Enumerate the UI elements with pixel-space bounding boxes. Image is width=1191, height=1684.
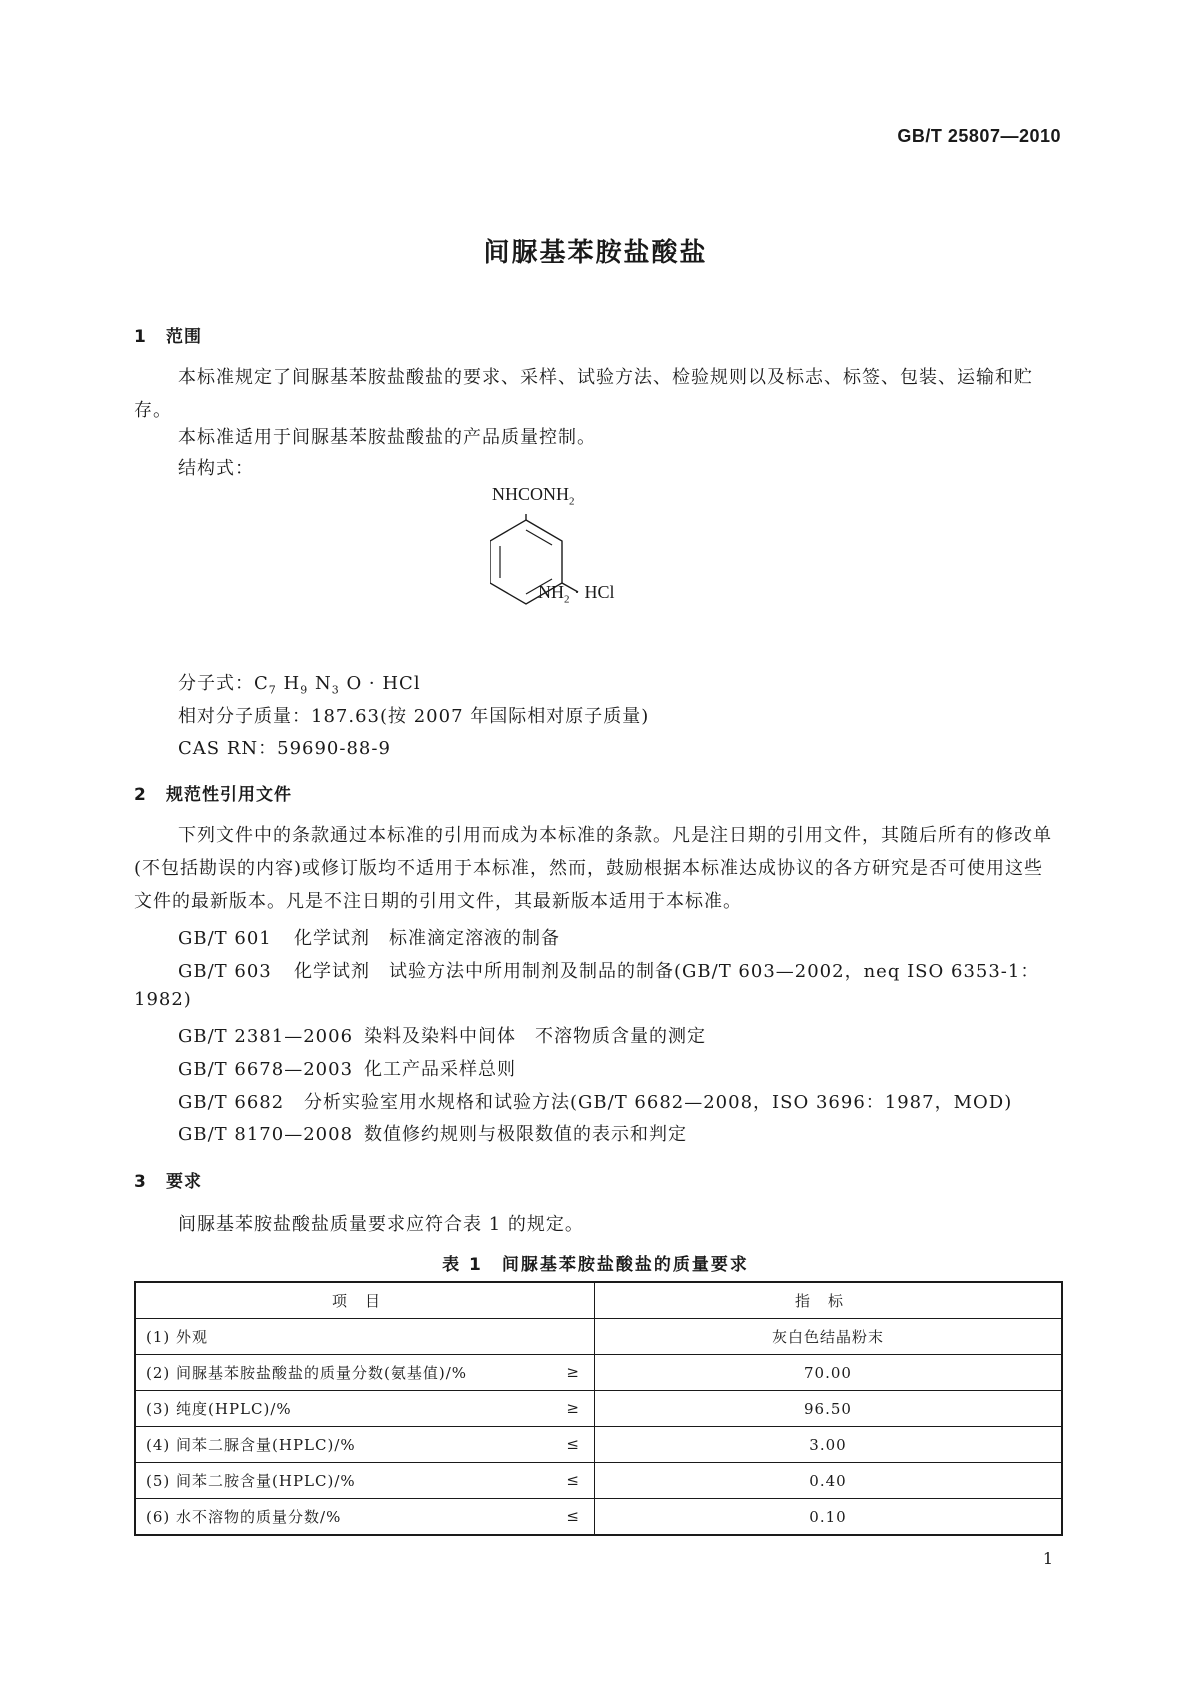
section-title: 要求 [166,1172,202,1192]
structural-formula [490,484,730,654]
quality-requirements-table [134,1281,1063,1536]
section-number: 1 [134,327,147,347]
section-number: 2 [134,785,147,805]
section-title: 范围 [166,327,202,347]
reference-item: GB/T 6682 分析实验室用水规格和试验方法(GB/T 6682—2008，ISO 3696：1987，MOD) [178,1092,1013,1113]
page-title: 间脲基苯胺盐酸盐 [483,238,708,268]
doc-number: GB/T 25807—2010 [897,126,1061,146]
structure-label: 结构式： [178,458,254,479]
section-3-heading [134,1167,202,1192]
molecular-mass: 相对分子质量：187.63(按 2007 年国际相对原子质量) [178,706,650,727]
section-number: 3 [134,1172,147,1192]
reference-item: GB/T 601 化学试剂 标准滴定溶液的制备 [178,928,560,949]
table-row: (4) 间苯二脲含量(HPLC)/% ≤ 3.00 [135,1427,1062,1463]
structure-bottom-group: $NH_2$ · HCl [538,582,615,606]
scope-paragraph-1: 本标准规定了间脲基苯胺盐酸盐的要求、采样、试验方法、检验规则以及标志、标签、包装、运输和贮存。 [134,367,1033,421]
table-row: (6) 水不溶物的质量分数/% ≤ 0.10 [135,1499,1062,1536]
table-row: (3) 纯度(HPLC)/% ≥ 96.50 [135,1391,1062,1427]
table-row: (2) 间脲基苯胺盐酸盐的质量分数(氨基值)/% ≥ 70.00 [135,1355,1062,1391]
reference-item-continued: 1982) [134,989,192,1010]
table-row: (1) 外观 灰白色结晶粉末 [135,1319,1062,1355]
section-2-heading [134,780,292,805]
cas-number: CAS RN：59690-88-9 [178,738,391,759]
molecular-formula: 分子式：$C_7$ $H_9$ $N_3$ O · HCl [178,673,421,697]
requirements-paragraph: 间脲基苯胺盐酸盐质量要求应符合表 1 的规定。 [178,1214,584,1235]
structure-top-group: $NHCONH_2$ [492,484,575,508]
reference-item: GB/T 2381—2006 染料及染料中间体 不溶物质含量的测定 [178,1026,706,1047]
column-header-value: 指标 [595,1282,1063,1319]
scope-paragraph-2: 本标准适用于间脲基苯胺盐酸盐的产品质量控制。 [178,427,596,448]
reference-item: GB/T 6678—2003 化工产品采样总则 [178,1059,516,1080]
section-1-heading [134,322,202,347]
references-intro: 下列文件中的条款通过本标准的引用而成为本标准的条款。凡是注日期的引用文件，其随后所有的修改单(不包括勘误的内容)或修订版均不适用于本标准，然而，鼓励根据本标准达成协议的各方研究是否可使用这些文件的最新版本。凡是不注日期的引用文件，其最新版本适用于本标准。 [134,825,1052,912]
table-caption: 表 1 间脲基苯胺盐酸盐的质量要求 [442,1255,749,1275]
reference-item: GB/T 8170—2008 数值修约规则与极限数值的表示和判定 [178,1124,687,1145]
column-header-item: 项目 [135,1282,595,1319]
section-title: 规范性引用文件 [166,785,292,805]
table-header-row [135,1282,1062,1319]
reference-item: GB/T 603 化学试剂 试验方法中所用制剂及制品的制备(GB/T 603—2002，neq ISO 6353-1： [178,961,1040,982]
table-row: (5) 间苯二胺含量(HPLC)/% ≤ 0.40 [135,1463,1062,1499]
page-number: 1 [1042,1549,1053,1568]
